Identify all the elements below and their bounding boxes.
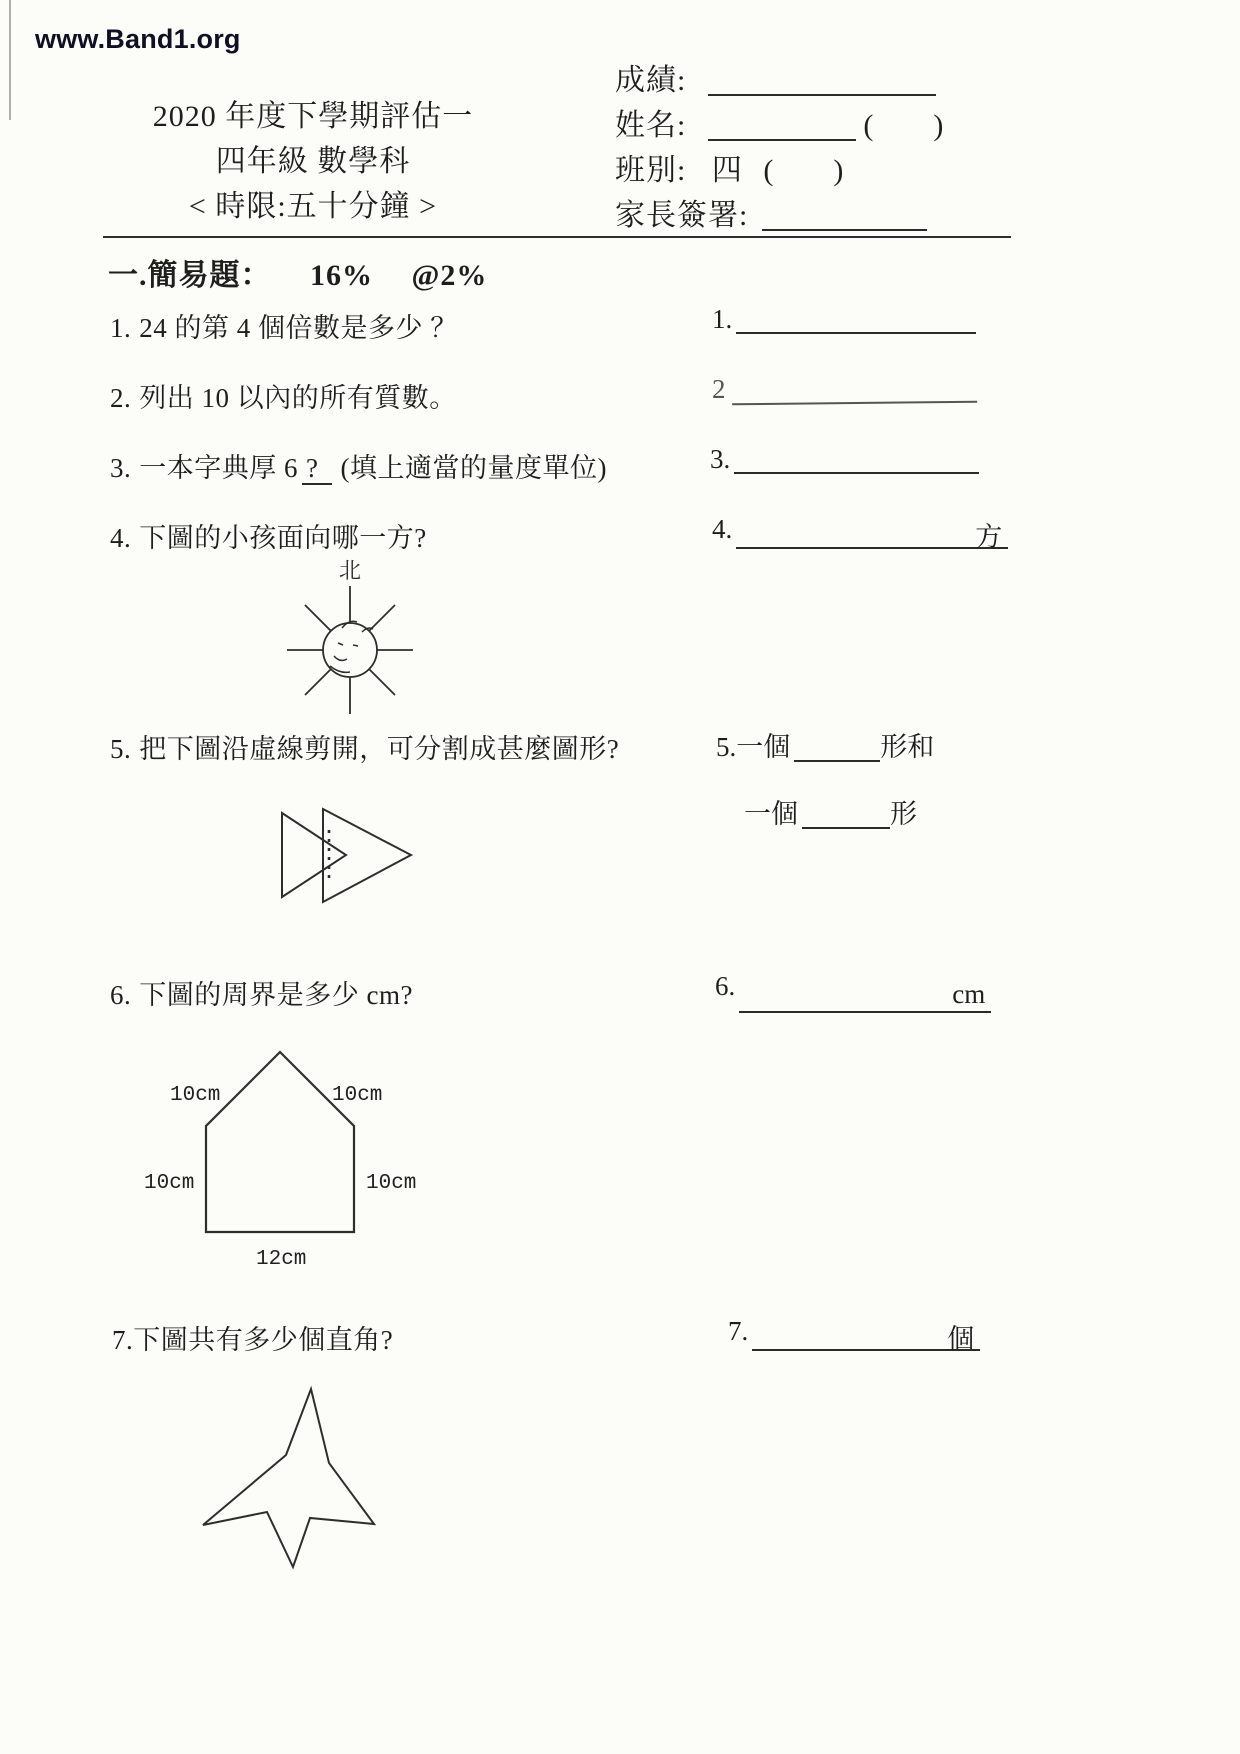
question-2-number: 2. (110, 383, 132, 413)
section-1-total-weight: 16% (310, 259, 373, 292)
pentagon-roof-right-label: 10cm (332, 1084, 383, 1107)
question-5-number: 5. (110, 734, 132, 764)
question-4-number: 4. (110, 523, 132, 553)
question-3-number: 3. (110, 453, 132, 483)
pentagon-side-left-label: 10cm (144, 1172, 195, 1195)
class-label: 班別: (615, 154, 687, 187)
class-parens: ( ) (763, 154, 844, 187)
answer-5-line1-prefix: 5.一個 (716, 732, 791, 762)
answer-1-number: 1. (712, 304, 733, 334)
question-4 (110, 516, 427, 555)
question-1-number: 1. (110, 313, 132, 343)
question-1 (110, 306, 458, 345)
answer-6 (715, 971, 991, 1013)
name-label: 姓名: (615, 109, 687, 142)
question-3 (110, 446, 607, 485)
question-6 (110, 973, 413, 1012)
question-2 (110, 376, 457, 415)
signature-blank-line (762, 201, 927, 231)
left-triangle (282, 813, 346, 897)
section-1-title (108, 250, 487, 294)
exam-title-time-limit: < 時限:五十分鐘 > (188, 190, 438, 223)
question-7-text: 下圖共有多少個直角? (133, 1325, 394, 1355)
answer-6-suffix: cm (952, 979, 986, 1009)
exam-title-year: 2020 年度下學期評估一 (152, 100, 474, 133)
answer-1 (712, 304, 976, 335)
question-5-figure (270, 800, 420, 912)
answer-7-suffix: 個 (947, 1324, 975, 1354)
q4-compass-figure (268, 558, 433, 718)
name-class-number-parens: ( ) (863, 109, 944, 142)
name-blank-line (708, 111, 856, 141)
q5-shape-figure (270, 800, 420, 912)
question-1-text: 24 的第 4 個倍數是多少 ？ (139, 313, 458, 343)
answer-3 (710, 444, 979, 475)
question-7-number: 7. (112, 1325, 134, 1355)
right-triangle (323, 809, 411, 902)
q7-star-figure (193, 1383, 388, 1573)
score-field (615, 55, 936, 99)
question-6-text: 下圖的周界是多少 cm? (139, 980, 413, 1010)
question-5-text: 把下圖沿虛線剪開，可分割成甚麼圖形? (139, 734, 620, 764)
answer-5-line2-blank (802, 799, 890, 829)
score-label: 成績: (615, 64, 687, 97)
question-2-text: 列出 10 以內的所有質數。 (139, 383, 457, 413)
pentagon-base-label: 12cm (256, 1248, 307, 1271)
answer-4-suffix: 方 (975, 522, 1003, 552)
pentagon-roof-left-label: 10cm (170, 1084, 221, 1107)
question-7 (112, 1318, 393, 1357)
exam-title-block (138, 94, 488, 229)
answer-4 (712, 514, 1008, 552)
answer-2-number: 2 (712, 374, 726, 404)
answer-2 (712, 374, 977, 405)
answer-5-line1-blank (794, 732, 880, 762)
question-3-inline-blank: ? (302, 453, 332, 485)
answer-5-line2 (744, 792, 917, 831)
question-6-number: 6. (110, 980, 132, 1010)
question-4-figure (268, 558, 433, 718)
class-value: 四 (711, 154, 742, 187)
scan-edge-artifact (9, 0, 11, 120)
answer-3-blank (734, 444, 979, 474)
north-direction-label: 北 (338, 558, 362, 583)
answer-5-line1 (716, 725, 934, 764)
section-1-name: 一.簡易題： (108, 259, 272, 292)
answer-4-blank (736, 515, 1008, 552)
signature-field (615, 190, 927, 234)
answer-7 (728, 1316, 980, 1354)
website-watermark: www.Band1.org (35, 24, 241, 54)
answer-7-blank (752, 1317, 980, 1354)
exam-title-grade-subject: 四年級 數學科 (215, 145, 411, 178)
name-field (615, 100, 943, 144)
child-head (323, 623, 377, 677)
section-1-per-question-weight: @2% (411, 259, 488, 292)
pentagon-side-right-label: 10cm (366, 1172, 417, 1195)
q6-pentagon-figure (140, 1038, 435, 1280)
answer-5-line2-prefix: 一個 (744, 799, 798, 829)
pentagon-shape (206, 1052, 354, 1232)
answer-3-number: 3. (710, 444, 731, 474)
answer-4-number: 4. (712, 514, 733, 544)
answer-5-line2-suffix: 形 (890, 799, 917, 829)
question-3-text-after: (填上適當的量度單位) (340, 453, 607, 483)
question-7-figure (193, 1383, 388, 1573)
class-field (615, 145, 843, 189)
question-3-text-before: 一本字典厚 6 (139, 453, 298, 483)
answer-2-blank (731, 373, 976, 406)
signature-label: 家長簽署: (615, 199, 749, 232)
star-shape (203, 1389, 374, 1567)
question-6-figure (140, 1038, 435, 1280)
answer-7-number: 7. (728, 1316, 749, 1346)
score-blank-line (708, 66, 936, 96)
answer-6-blank (739, 979, 991, 1013)
answer-1-blank (736, 304, 976, 334)
question-4-text: 下圖的小孩面向哪一方? (139, 523, 427, 553)
header-divider (103, 236, 1011, 238)
answer-5-line1-suffix: 形和 (880, 732, 935, 762)
question-5 (110, 727, 619, 766)
answer-6-number: 6. (715, 971, 736, 1001)
